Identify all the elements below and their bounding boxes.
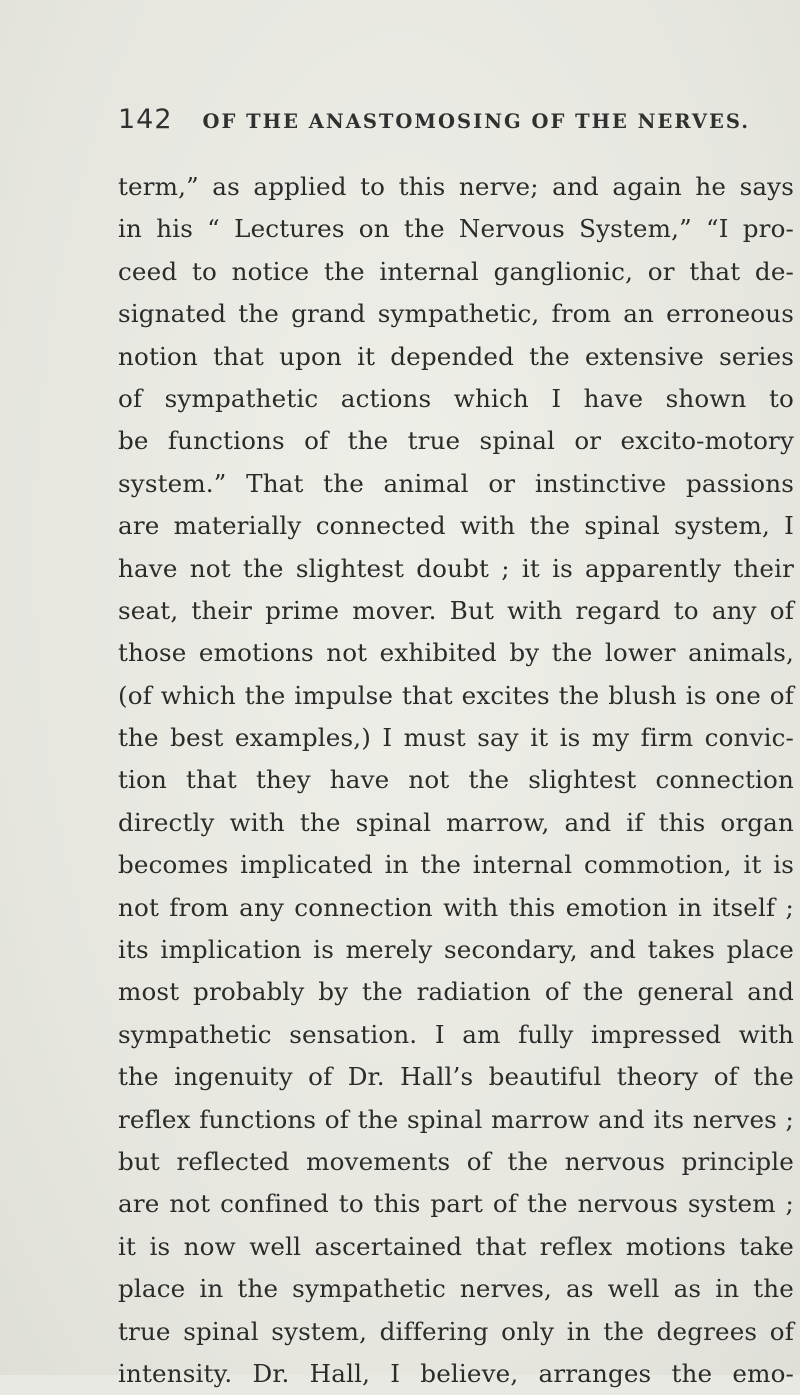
- text-line: most probably by the radiation of the general and: [118, 977, 794, 1007]
- text-line: of sympathetic actions which I have shown to: [118, 383, 794, 413]
- text-line: sympathetic sensation. I am fully impressed with: [118, 1019, 794, 1049]
- text-line: its implication is merely secondary, and takes place: [118, 935, 794, 965]
- body-text: [118, 166, 794, 1395]
- running-title: OF THE ANASTOMOSING OF THE NERVES.: [202, 110, 751, 133]
- text-line: intensity. Dr. Hall, I believe, arranges the emo-: [118, 1358, 794, 1388]
- text-line: true spinal system, differing only in the degrees of: [118, 1316, 794, 1346]
- text-line: reflex functions of the spinal marrow and its nerves ;: [118, 1104, 794, 1134]
- text-line: seat, their prime mover. But with regard to any of: [118, 595, 794, 625]
- text-line: be functions of the true spinal or excito-motory: [118, 426, 794, 456]
- text-line: have not the slightest doubt ; it is apparently their: [118, 553, 794, 583]
- text-line: in his “ Lectures on the Nervous System,” “I pro-: [118, 214, 794, 244]
- text-line: but reflected movements of the nervous principle: [118, 1146, 794, 1176]
- running-head: [118, 104, 778, 144]
- text-line: term,” as applied to this nerve; and again he says: [118, 172, 794, 201]
- text-line: are not confined to this part of the nervous system ;: [118, 1189, 794, 1219]
- text-line: ceed to notice the internal ganglionic, or that de-: [118, 256, 794, 286]
- text-line: those emotions not exhibited by the lower animals,: [118, 638, 794, 668]
- text-line: (of which the impulse that excites the blush is one of: [118, 680, 794, 710]
- page-number: 142: [118, 104, 173, 135]
- text-line: system.” That the animal or instinctive passions: [118, 468, 794, 498]
- text-line: it is now well ascertained that reflex motions take: [118, 1231, 794, 1261]
- text-line: the best examples,) I must say it is my firm convic-: [118, 723, 794, 753]
- text-line: place in the sympathetic nerves, as well as in the: [118, 1274, 794, 1304]
- text-line: becomes implicated in the internal commotion, it is: [118, 850, 794, 880]
- text-line: are materially connected with the spinal system, I: [118, 511, 794, 541]
- text-line: not from any connection with this emotion in itself ;: [118, 892, 794, 922]
- text-line: tion that they have not the slightest connection: [118, 765, 794, 795]
- text-line: signated the grand sympathetic, from an erroneous: [118, 299, 794, 329]
- text-line: the ingenuity of Dr. Hall’s beautiful theory of the: [118, 1062, 794, 1092]
- text-line: directly with the spinal marrow, and if this organ: [118, 807, 794, 837]
- text-line: notion that upon it depended the extensive series: [118, 341, 794, 371]
